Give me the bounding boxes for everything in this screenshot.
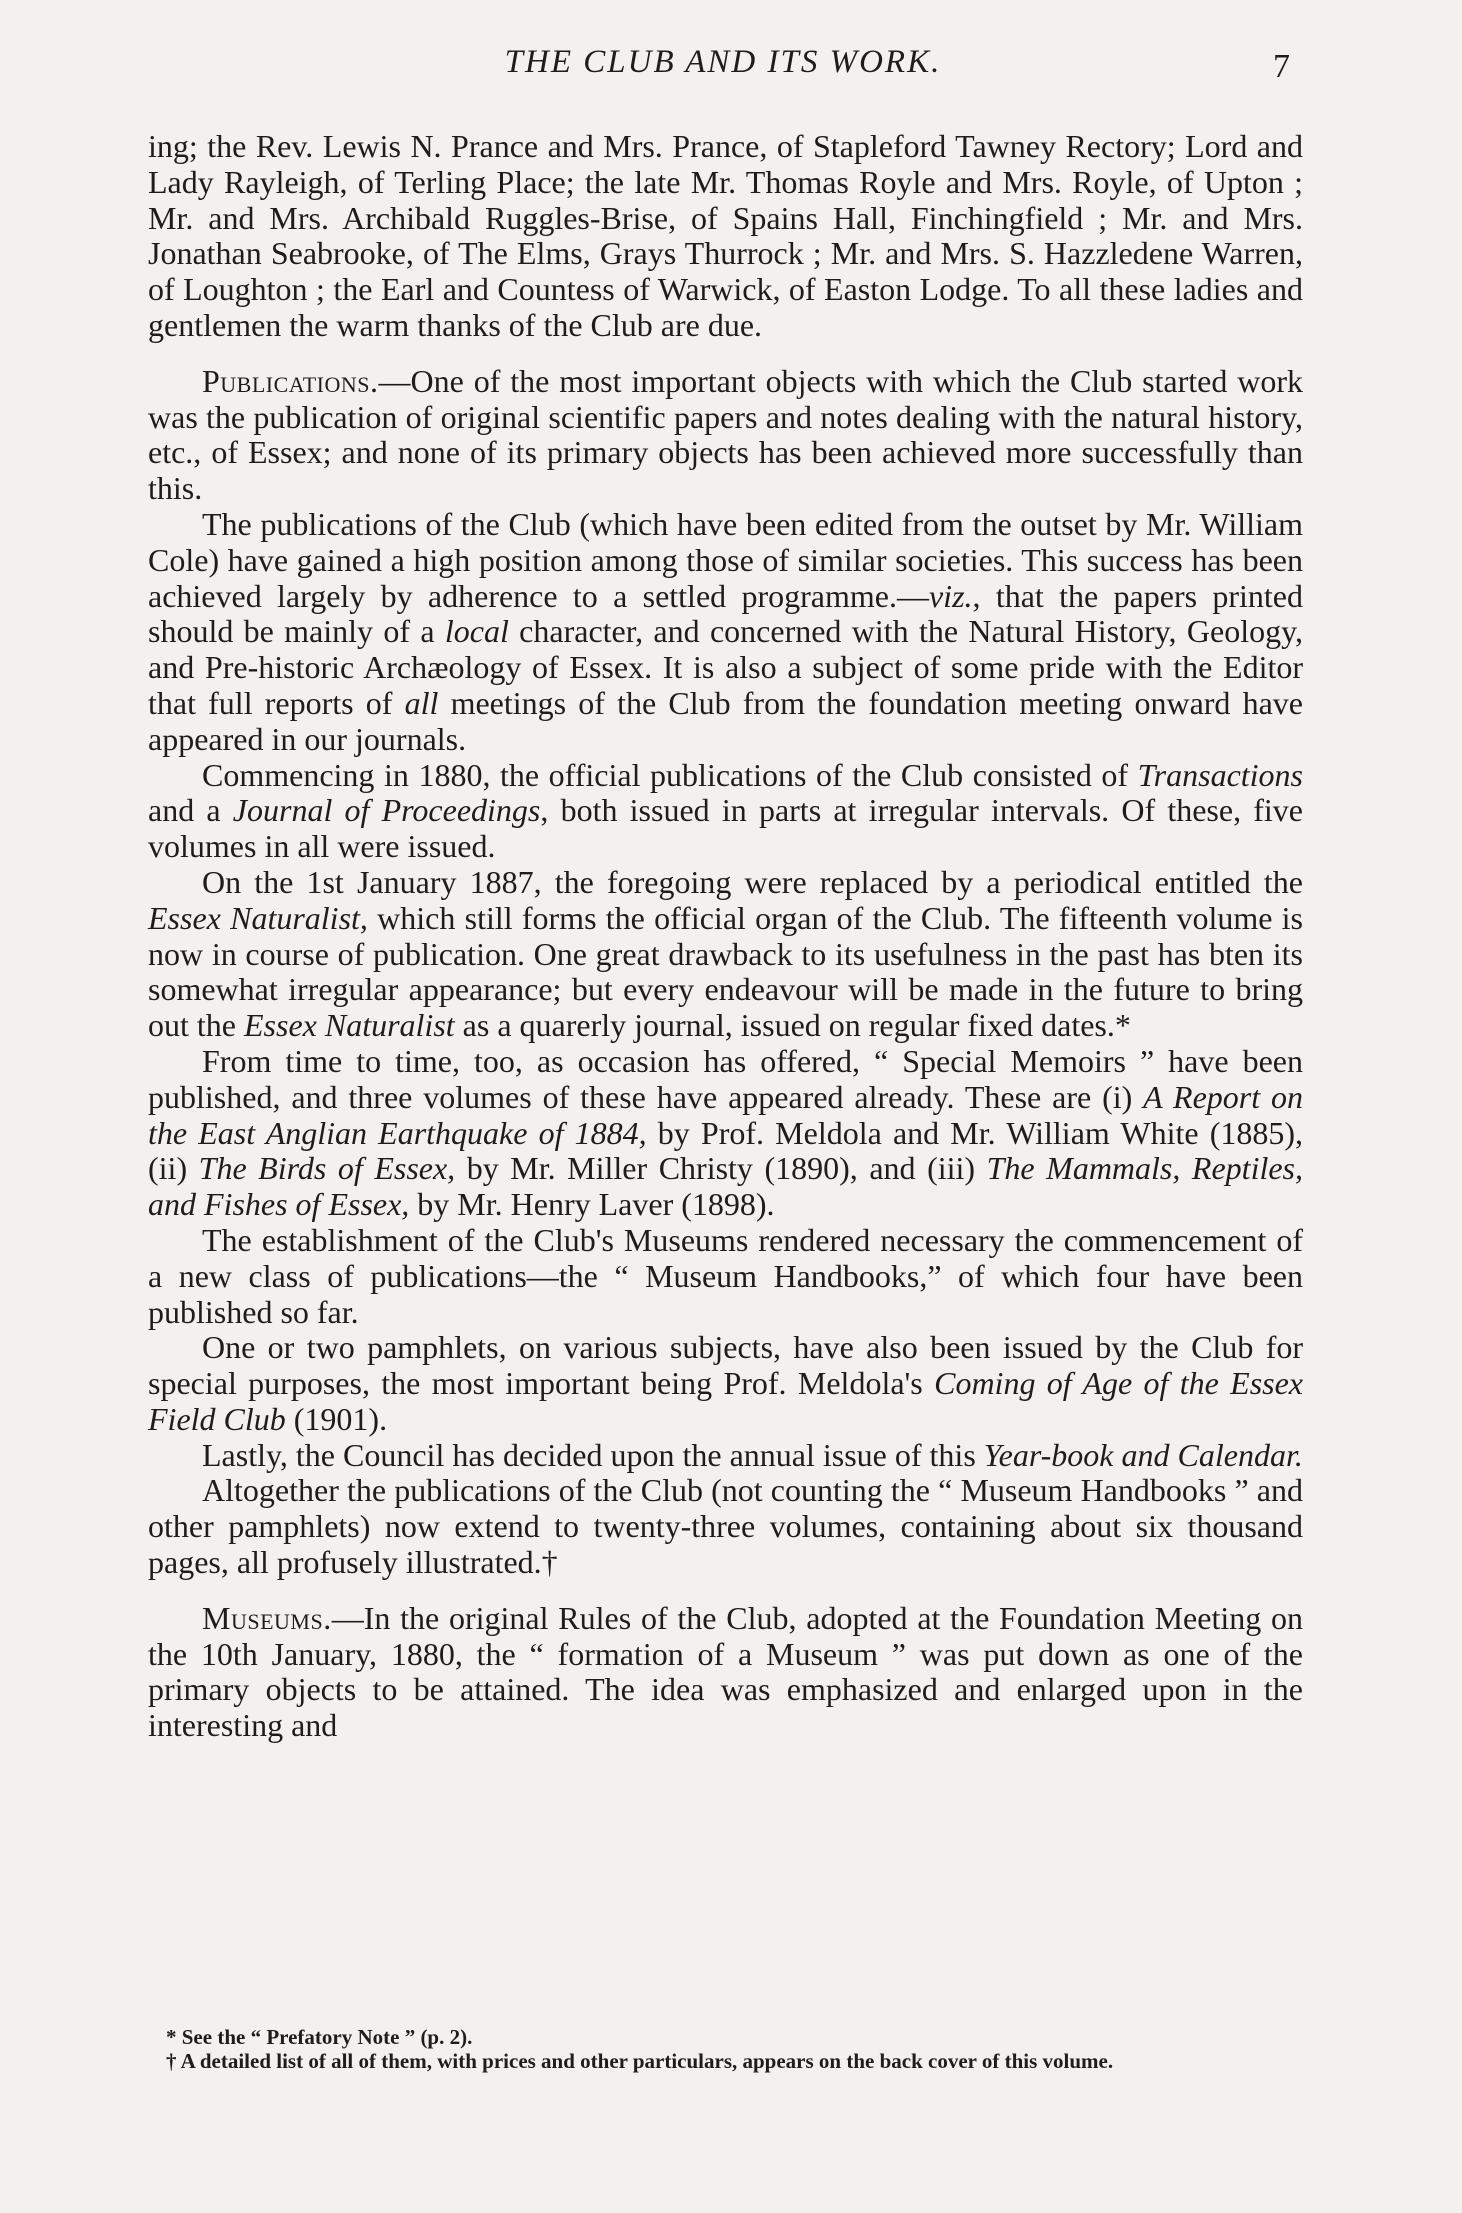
italic-run: Coming of Age of the Essex Field Club — [148, 1365, 1304, 1437]
text-run: by Mr. Miller Christy (1890), and (iii) — [455, 1150, 987, 1187]
running-title: THE CLUB AND ITS WORK. — [504, 44, 942, 80]
paragraph-pamphlets — [148, 1330, 1303, 1437]
italic-run: Transactions — [1137, 756, 1303, 793]
text-run: by Mr. Henry Laver (1898). — [409, 1186, 775, 1223]
text-run: and a — [148, 792, 233, 829]
italic-run: The Birds of Essex, — [198, 1150, 456, 1187]
italic-run: Year-book and Calendar. — [983, 1436, 1303, 1473]
italic-run: Essex Naturalist, — [148, 899, 368, 936]
italic-run: Journal of Proceedings — [232, 792, 541, 829]
text-run: Commencing in 1880, the official publications of the Club consisted of — [202, 756, 1138, 793]
text-run: (1901). — [285, 1400, 388, 1437]
text-run: , that the papers printed should be mainly of a — [148, 577, 1304, 650]
paragraph-publications-editing — [148, 507, 1303, 758]
italic-run: The Mammals, Reptiles, and Fishes of Essex, — [148, 1150, 1304, 1223]
italic-run: Essex Naturalist — [243, 1007, 455, 1044]
paragraph-altogether: Altogether the publications of the Club (not counting the “ Museum Handbooks ” and other pamphlets) now extend to twenty-three volumes, containing about six thousand pages, all profusely illustrated.† — [148, 1472, 1303, 1581]
paragraph-publications — [148, 364, 1303, 507]
text-run: , both issued in parts at irregular intervals. Of these, five volumes in all were issued. — [148, 792, 1304, 865]
paragraph-acknowledgements: ing; the Rev. Lewis N. Prance and Mrs. Prance, of Stapleford Tawney Rectory; Lord and Lady Rayleigh, of Terling Place; the late Mr. Thomas Royle and Mrs. Royle, of Upton ; Mr. and Mrs. Archibald Ruggles-Brise, of Spains Hall, Finchingfield ; Mr. and Mrs. Jonathan Seabrooke, of The Elms, Grays Thurrock ; Mr. and Mrs. S. Hazzledene Warren, of Loughton ; the Earl and Countess of Warwick, of Easton Lodge. To all these ladies and gentlemen the warm thanks of the Club are due. — [148, 128, 1303, 343]
text-run: On the 1st January 1887, the foregoing were replaced by a periodical entitled the — [202, 863, 1303, 900]
paragraph-text: —One of the most important objects with which the Club started work was the publication of original scientific papers and notes dealing with the natural history, etc., of Essex; and none of its primary objects has been achieved more successfully than this. — [148, 362, 1303, 507]
paragraph-museums — [148, 1601, 1303, 1744]
paragraph-museum-handbooks: The establishment of the Club's Museums rendered necessary the commencement of a new class of publications—the “ Museum Handbooks,” of which four have been published so far. — [148, 1221, 1303, 1330]
text-run: Lastly, the Council has decided upon the annual issue of this — [202, 1436, 984, 1473]
section-heading-publications: Publications. — [202, 362, 379, 399]
paragraph-special-memoirs — [148, 1044, 1303, 1223]
page-header — [148, 44, 1298, 104]
italic-run: A Report on the East Anglian Earthquake of 1884, — [148, 1078, 1304, 1151]
text-run: which still forms the official organ of the Club. The fifteenth volume is now in course of publication. One great drawback to its usefulness in the past has bten its somewhat irregular appearance; but every endeavour will be made in the future to bring out the — [148, 899, 1304, 1044]
text-run: The publications of the Club (which have been edited from the outset by Mr. William Cole) have gained a high position among those of similar societies. This success has been achieved largely by adherence to a settled programme.— — [148, 505, 1303, 614]
text-run: One or two pamphlets, on various subjects, have also been issued by the Club for special purposes, the most important being Prof. Meldola's — [148, 1329, 1303, 1402]
text-run: meetings of the Club from the foundation meeting onward have appeared in our journals. — [148, 684, 1304, 757]
paragraph-yearbook — [148, 1438, 1303, 1474]
text-run: From time to time, too, as occasion has offered, “ Special Memoirs ” have been published, and three volumes of these have appeared already. These are (i) — [148, 1042, 1303, 1115]
page-number: 7 — [1273, 48, 1290, 85]
paragraph-text: —In the original Rules of the Club, adopted at the Foundation Meeting on the 10th January, 1880, the “ formation of a Museum ” was put down as one of the primary objects to be attained. The idea was emphasized and enlarged upon in the interesting and — [148, 1599, 1303, 1744]
footnotes — [148, 2025, 1303, 2073]
footnote-detailed-list: † A detailed list of all of them, with prices and other particulars, appears on the back cover of this volume. — [166, 2049, 1114, 2073]
italic-run: viz. — [928, 577, 973, 614]
paragraph-transactions — [148, 758, 1303, 865]
text-run: as a quarerly journal, issued on regular fixed dates.* — [454, 1007, 1131, 1044]
italic-run: local — [444, 613, 509, 650]
italic-run: all — [404, 684, 439, 721]
paragraph-essex-naturalist — [148, 865, 1303, 1044]
text-run: character, and concerned with the Natural History, Geology, and Pre-historic Archæology of Essex. It is also a subject of some pride with the Editor that full reports of — [148, 613, 1304, 721]
section-heading-museums: Museums. — [202, 1599, 332, 1636]
page-body — [148, 129, 1303, 1744]
text-run: by Prof. Meldola and Mr. William White (1885), (ii) — [148, 1114, 1304, 1187]
footnote-prefatory-note: * See the “ Prefatory Note ” (p. 2). — [166, 2025, 473, 2049]
